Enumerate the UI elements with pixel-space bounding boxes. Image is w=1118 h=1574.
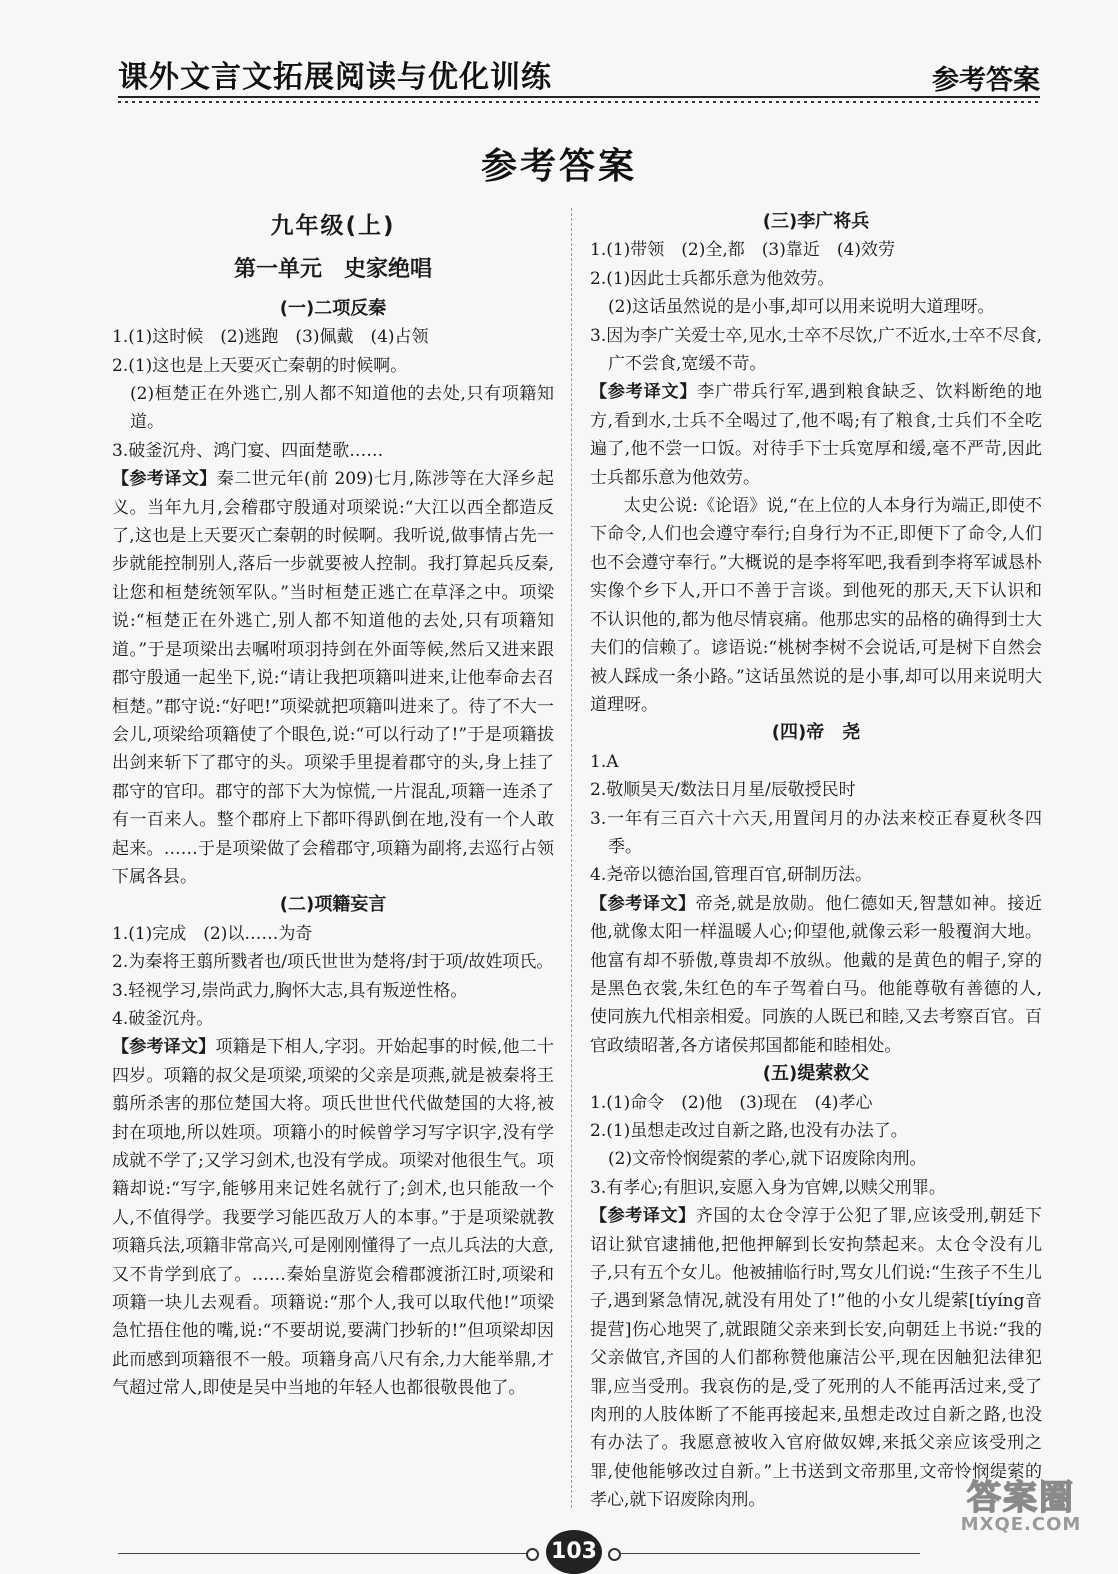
answer-item: 3.因为李广关爱士卒,见水,士卒不尽饮,广不近水,士卒不尽食,广不尝食,宽缓不苛。	[590, 325, 1042, 375]
footer-dot-left	[526, 1548, 539, 1561]
running-header	[118, 52, 1040, 98]
answer-item: (2)文帝怜悯缇萦的孝心,就下诏废除肉刑。	[608, 1149, 927, 1170]
answer-item: 3.一年有三百六十六天,用置闰月的办法来校正春夏秋冬四季。	[590, 808, 1042, 857]
right-column	[590, 208, 1042, 1515]
left-column	[112, 208, 554, 1403]
unit-heading: 第一单元 史家绝唱	[233, 257, 432, 283]
answer-item: 1.(1)这时候 (2)逃跑 (3)佩戴 (4)占领	[112, 327, 429, 348]
section-title: (五)缇萦救父	[762, 1063, 870, 1085]
translation-text: 齐国的太仓令淳于公犯了罪,应该受刑,朝廷下诏让狱官逮捕他,把他押解到长安拘禁起来。太仓令没有儿子,只有五个女儿。他被捕临行时,骂女儿们说:“生孩子不生儿子,遇到紧急情况,就没有用处了!”他的小女儿缇萦[tíyíng音提营]伤心地哭了,就跟随父亲来到长安,向朝廷上书说:“我的父亲做官,齐国的人们都称赞他廉洁公平,现在因触犯法律犯罪,应当受刑。我哀伤的是,受了死刑的人不能再活过来,受了肉刑的人肢体断了不能再接起来,虽想走改过自新之路,也没有办法了。我愿意被收入官府做奴婢,来抵父亲应该受刑之罪,使他能够改过自新。”上书送到文帝那里,文帝怜悯缇萦的孝心,就下诏废除肉刑。	[590, 1206, 1043, 1511]
answer-item: (2)桓楚正在外逃亡,别人都不知道他的去处,只有项籍知道。	[130, 384, 554, 433]
watermark-logo-text: 答案圈	[967, 1478, 1075, 1518]
answer-item: 2.为秦将王翦所戮者也/项氏世世为楚将/封于项/故姓项氏。	[112, 952, 554, 973]
answer-item: 4.破釜沉舟。	[112, 1008, 214, 1029]
answer-item: 2.(1)虽想走改过自新之路,也没有办法了。	[590, 1121, 908, 1141]
section-title: (二)项籍妄言	[279, 894, 387, 916]
translation-paragraph	[590, 890, 1042, 1060]
footer-dot-right	[608, 1548, 621, 1561]
translation-tag: 【参考译文】	[590, 893, 696, 914]
section-title: (三)李广将兵	[762, 211, 870, 232]
answer-item: 4.尧帝以德治国,管理百官,研制历法。	[590, 865, 873, 886]
watermark-domain: MXQE.COM	[960, 1514, 1082, 1535]
answer-item: 1.A	[590, 751, 619, 772]
header-divider	[118, 96, 1040, 104]
answer-item: 2.(1)因此士兵都乐意为他效劳。	[590, 268, 835, 289]
translation-text: 李广带兵行军,遇到粮食缺乏、饮料断绝的地方,看到水,士兵不全喝过了,他不喝;有了粮食,士兵们不全吃遍了,他不尝一口饭。对待手下士兵宽厚和缓,毫不严苛,因此士兵都乐意为他效劳。	[590, 382, 1043, 488]
site-watermark	[936, 1478, 1106, 1535]
section-title: (四)帝 尧	[771, 722, 861, 744]
book-title: 课外文言文拓展阅读与优化训练	[118, 60, 552, 95]
translation-tag: 【参考译文】	[590, 382, 698, 403]
section-title: (一)二项反秦	[279, 297, 387, 319]
translation-text: 项籍是下相人,字羽。开始起事的时候,他二十四岁。项籍的叔父是项梁,项梁的父亲是项燕,就是被秦将王翦所杀害的那位楚国大将。项氏世世代代做楚国的大将,被封在项地,所以姓项。项籍小的时候曾学习写字识字,没有学成就不学了;又学习剑术,也没有学成。项梁对他很生气。项籍却说:“写字,能够用来记姓名就行了;剑术,也只能敌一个人,不值得学。我要学习能匹敌万人的本事。”于是项梁就教项籍兵法,项籍非常高兴,可是刚刚懂得了一点儿兵法的大意,又不肯学到底了。……秦始皇游览会稽郡渡浙江时,项梁和项籍一块儿去观看。项籍说:“那个人,我可以取代他!”项梁急忙捂住他的嘴,说:“不要胡说,要满门抄斩的!”但项梁却因此而感到项籍很不一般。项籍身高八尺有余,力大能举鼎,才气超过常人,即使是吴中当地的年轻人也都很敬畏他了。	[112, 1037, 555, 1399]
page-title: 参考答案	[480, 146, 637, 187]
answer-item: 3.破釜沉舟、鸿门宴、四面楚歌……	[112, 440, 384, 461]
answer-item: (2)这话虽然说的是小事,却可以用来说明大道理呀。	[608, 297, 995, 318]
translation-text: 帝尧,就是放勋。他仁德如天,智慧如神。接近他,就像太阳一样温暖人心;仰望他,就像云彩一般覆润大地。他富有却不骄傲,尊贵却不放纵。他戴的是黄色的帽子,穿的是黑色衣裳,朱红色的车子驾着白马。他能尊敬有善德的人,使同族九代相亲相爱。同族的人既已和睦,又去考察百官。百官政绩昭著,各方诸侯邦国都能和睦相处。	[590, 893, 1043, 1056]
translation-tag: 【参考译文】	[590, 1206, 696, 1227]
answer-item: 1.(1)命令 (2)他 (3)现在 (4)孝心	[590, 1092, 873, 1113]
translation-text: 秦二世元年(前 209)七月,陈涉等在大泽乡起义。当年九月,会稽郡守殷通对项梁说:“大江以西全都造反了,这也是上天要灭亡秦朝的时候啊。我听说,做事情占先一步就能控制别人,落后一步就要被人控制。我打算起兵反秦,让您和桓楚统领军队。”当时桓楚正逃亡在草泽之中。项梁说:“桓楚正在外逃亡,别人都不知道他的去处,只有项籍知道。”于是项梁出去嘱咐项羽持剑在外面等候,然后又进来跟郡守殷通一起坐下,说:“请让我把项籍叫进来,让他奉命去召桓楚。”郡守说:“好吧!”项梁就把项籍叫进来了。待了不大一会儿,项梁给项籍使了个眼色,说:“可以行动了!”于是项籍拔出剑来斩下了郡守的头。项梁手里提着郡守的头,身上挂了郡守的官印。郡守的部下大为惊慌,一片混乱,项籍一连杀了有一百来人。整个郡府上下都吓得趴倒在地,没有一个人敢起来。……于是项梁做了会稽郡守,项籍为副将,去巡行占领下属各县。	[112, 469, 555, 887]
column-divider	[571, 208, 572, 1508]
footer-rule-right	[620, 1553, 920, 1554]
answer-item: 2.(1)这也是上天要灭亡秦朝的时候啊。	[112, 355, 408, 376]
page-number: 103	[546, 1530, 602, 1574]
header-section-label: 参考答案	[932, 65, 1040, 96]
translation-paragraph	[112, 1033, 554, 1402]
translation-paragraph	[112, 465, 554, 891]
translation-paragraph	[590, 1202, 1042, 1514]
answer-item: 1.(1)带领 (2)全,都 (3)靠近 (4)效劳	[590, 240, 895, 261]
answer-item: 2.敬顺昊天/数法日月星/辰敬授民时	[590, 780, 856, 801]
translation-paragraph	[590, 378, 1042, 492]
translation-paragraph: 太史公说:《论语》说,“在上位的人本身行为端正,即使不下命令,人们也会遵守奉行;自身行为不正,即便下了命令,人们也不会遵守奉行。”大概说的是李将军吧,我看到李将军诚恳朴实像个乡下人,开口不善于言谈。到他死的那天,天下认识和不认识他的,都为他尽情哀痛。他那忠实的品格的确得到士大夫们的信赖了。谚语说:“桃树李树不会说话,可是树下自然会被人踩成一条小路。”这话虽然说的是小事,却可以用来说明大道理呀。	[590, 496, 1042, 715]
translation-tag: 【参考译文】	[112, 469, 217, 490]
answer-item: 3.有孝心;有胆识,妄愿入身为官婢,以赎父刑罪。	[590, 1177, 946, 1198]
answer-item: 3.轻视学习,崇尚武力,胸怀大志,具有叛逆性格。	[112, 980, 468, 1001]
grade-heading: 九年级(上)	[270, 213, 396, 239]
footer-rule-left	[118, 1553, 538, 1554]
translation-tag: 【参考译文】	[112, 1037, 216, 1058]
answer-item: 1.(1)完成 (2)以……为奇	[112, 923, 313, 944]
